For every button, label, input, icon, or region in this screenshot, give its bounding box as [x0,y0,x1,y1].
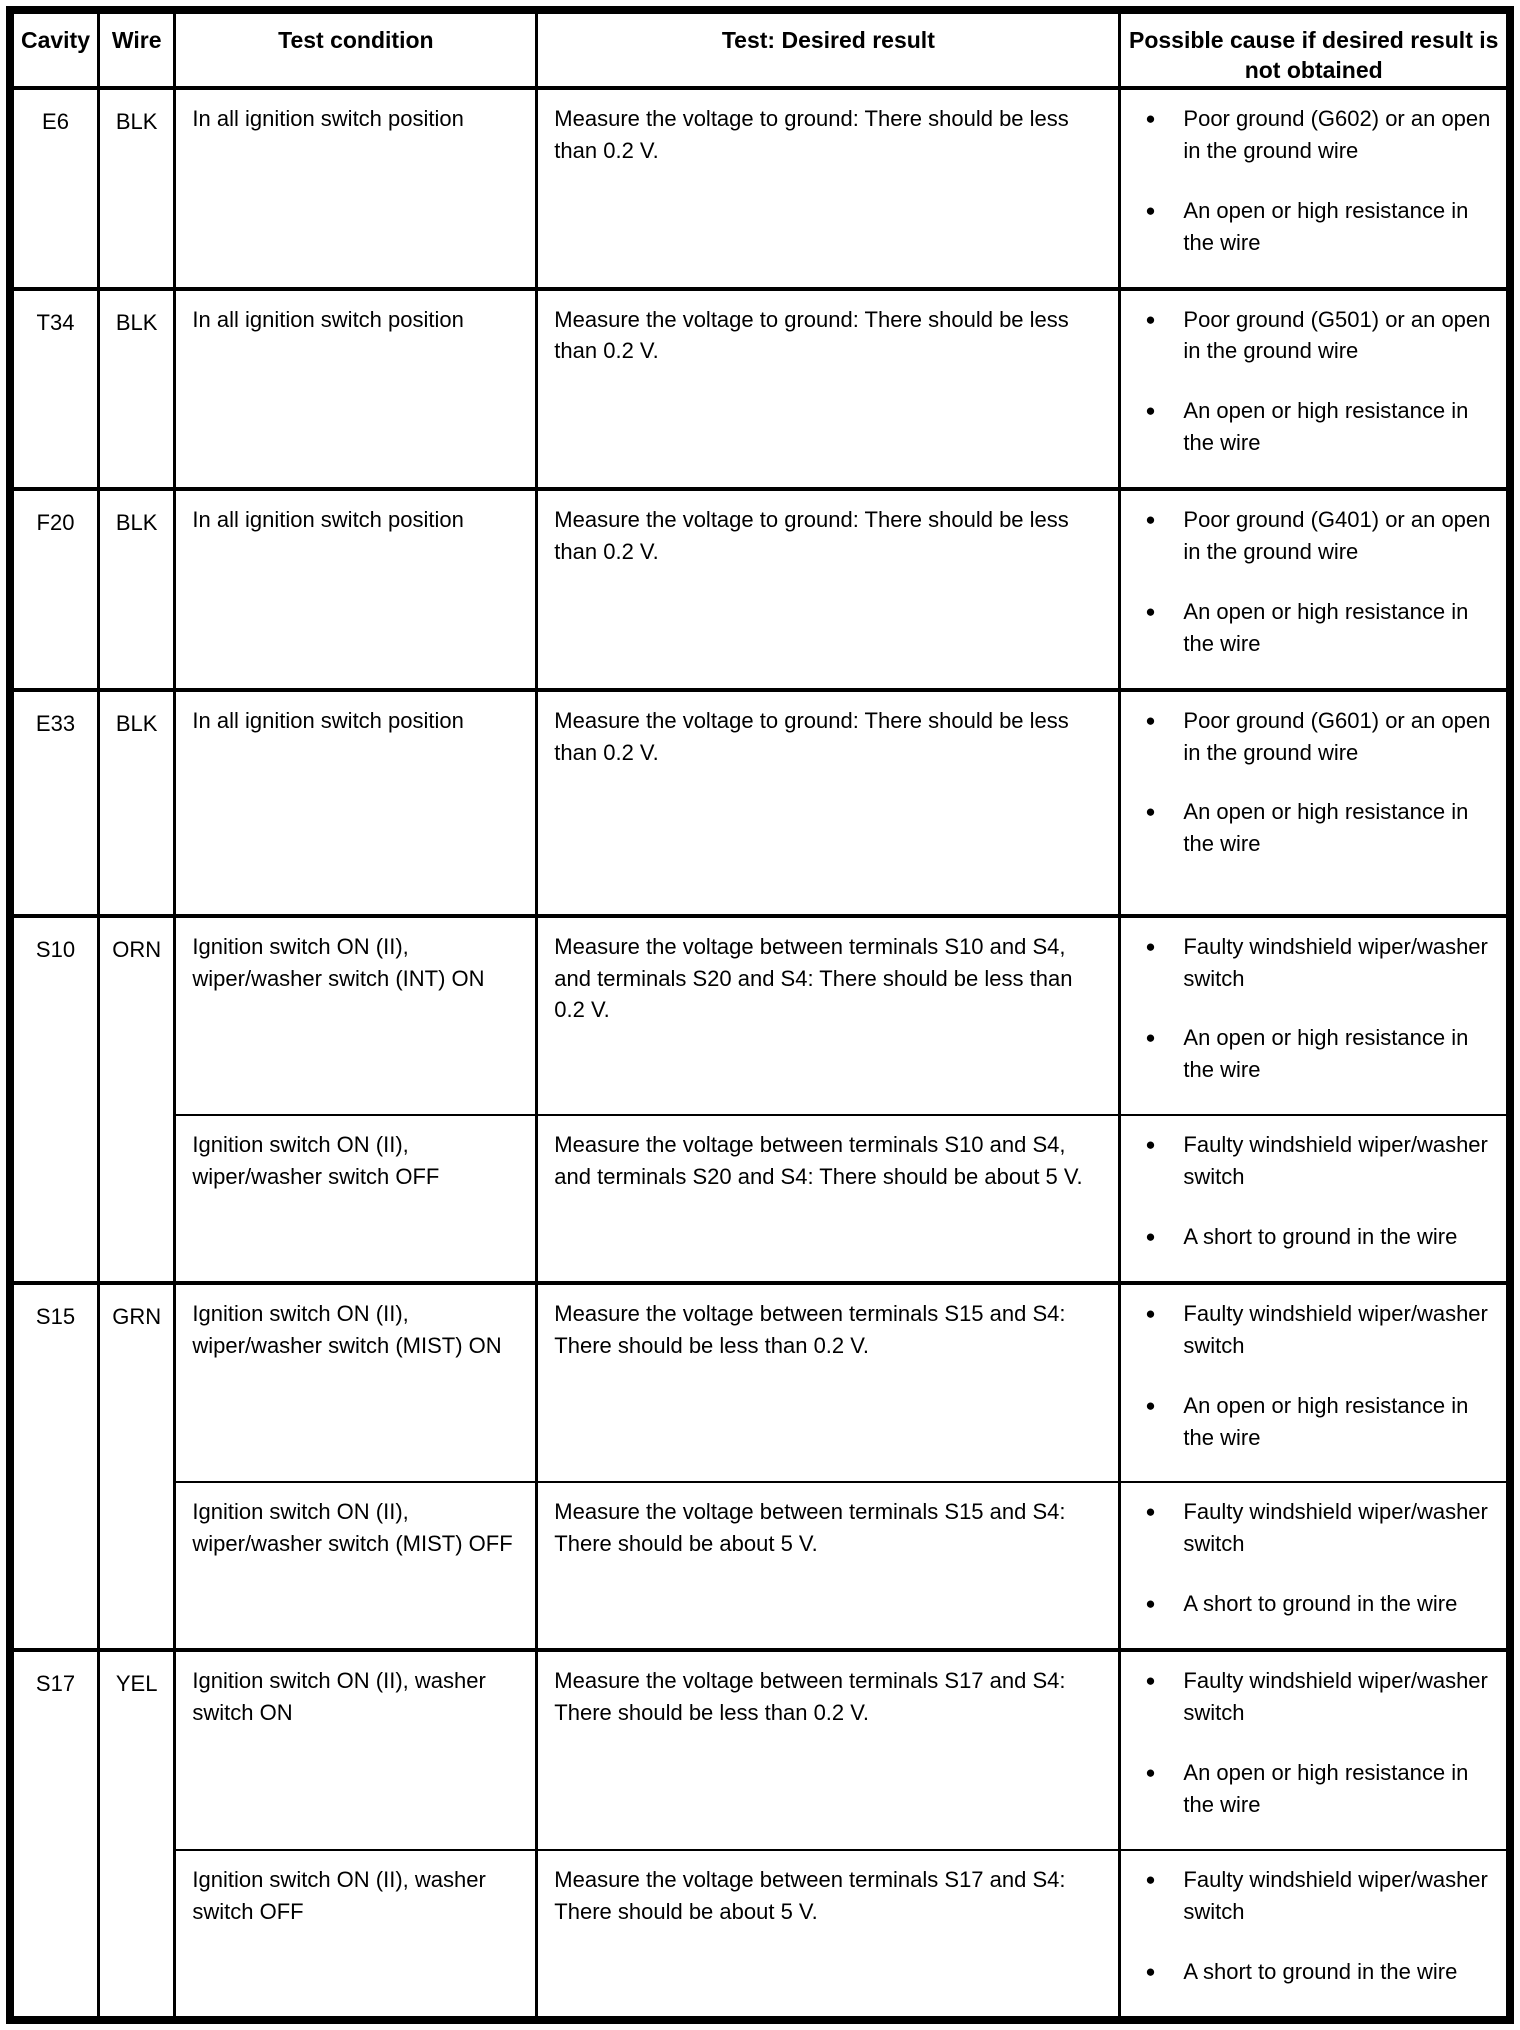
cause-text: An open or high resistance in the wire [1183,1392,1469,1450]
cause-list-item [1145,931,1500,995]
test-condition-cell: In all ignition switch position [175,88,537,289]
cause-list-item [1145,1956,1500,1988]
test-condition-cell: Ignition switch ON (II), washer switch ON [175,1650,537,1850]
cause-list-item [1145,1496,1500,1560]
bullet-icon: ● [1145,1028,1156,1048]
possible-causes-cell [1120,916,1510,1116]
cause-list-item [1145,705,1500,769]
bullet-icon: ● [1145,1594,1156,1614]
test-result-cell: Measure the voltage to ground: There should be less than 0.2 V. [537,489,1120,690]
wire-cell: YEL [98,1650,174,2019]
bullet-icon: ● [1145,1502,1156,1522]
cause-list-item [1145,796,1500,860]
test-condition-cell: Ignition switch ON (II), washer switch OFF [175,1850,537,2020]
table-row [10,1115,1510,1283]
table-row [10,1650,1510,1850]
test-condition-cell: In all ignition switch position [175,489,537,690]
bullet-icon: ● [1145,401,1156,421]
cause-text: An open or high resistance in the wire [1183,799,1469,857]
cause-list-item [1145,103,1500,167]
cause-text: A short to ground in the wire [1183,1224,1458,1250]
wire-cell: GRN [98,1283,174,1651]
cause-list-item [1145,1390,1500,1454]
bullet-icon: ● [1145,109,1156,128]
wire-cell: BLK [98,690,174,916]
test-result-cell: Measure the voltage to ground: There should be less than 0.2 V. [537,690,1120,916]
bullet-icon: ● [1145,936,1156,956]
cause-text: Poor ground (G401) or an open in the ground wire [1183,507,1491,565]
possible-causes-cell [1120,88,1510,289]
cause-list-item [1145,1129,1500,1193]
possible-causes-cell [1120,1850,1510,2020]
cause-text: Faulty windshield wiper/washer switch [1183,933,1488,991]
table-row [10,489,1510,690]
table-row [10,690,1510,916]
cause-list-item [1145,1665,1500,1729]
cause-list-item [1145,1298,1500,1362]
bullet-icon: ● [1145,1303,1156,1323]
cause-text: Faulty windshield wiper/washer switch [1183,1867,1488,1924]
test-result-cell: Measure the voltage to ground: There should be less than 0.2 V. [537,289,1120,490]
test-result-cell: Measure the voltage between terminals S15 and S4: There should be less than 0.2 V. [537,1283,1120,1483]
cavity-cell: S17 [10,1650,98,2019]
table-body [10,88,1510,2020]
cavity-cell: E6 [10,88,98,289]
table-row [10,1283,1510,1483]
cause-text: An open or high resistance in the wire [1183,1025,1469,1083]
bullet-icon: ● [1145,710,1156,730]
test-condition-cell: Ignition switch ON (II), wiper/washer switch (INT) ON [175,916,537,1116]
test-result-cell: Measure the voltage to ground: There should be less than 0.2 V. [537,88,1120,289]
bullet-icon: ● [1145,1961,1156,1981]
col-header-desired-result: Test: Desired result [537,10,1120,88]
test-condition-cell: Ignition switch ON (II), wiper/washer switch OFF [175,1115,537,1283]
cause-list-item [1145,1757,1500,1821]
cavity-cell: T34 [10,289,98,490]
cause-list-item [1145,195,1500,259]
table-row [10,1850,1510,2020]
wiper-washer-test-table [6,6,1514,2024]
cause-list-item [1145,596,1500,660]
wire-cell: BLK [98,289,174,490]
cause-text: A short to ground in the wire [1183,1958,1458,1984]
bullet-icon: ● [1145,1870,1156,1890]
bullet-icon: ● [1145,802,1156,822]
cause-text: Poor ground (G602) or an open in the ground wire [1183,106,1491,163]
test-result-cell: Measure the voltage between terminals S15 and S4: There should be about 5 V. [537,1482,1120,1650]
bullet-icon: ● [1145,200,1156,220]
cause-text: An open or high resistance in the wire [1183,1760,1469,1818]
possible-causes-cell [1120,1482,1510,1650]
table-row [10,1482,1510,1650]
table-row [10,289,1510,490]
cause-text: Faulty windshield wiper/washer switch [1183,1668,1488,1726]
test-result-cell: Measure the voltage between terminals S17 and S4: There should be about 5 V. [537,1850,1120,2020]
wire-cell: BLK [98,489,174,690]
header-row [10,10,1510,88]
test-result-cell: Measure the voltage between terminals S10 and S4, and terminals S20 and S4: There should be about 5 V. [537,1115,1120,1283]
possible-causes-cell [1120,1650,1510,1850]
test-result-cell: Measure the voltage between terminals S17 and S4: There should be less than 0.2 V. [537,1650,1120,1850]
cause-list-item [1145,395,1500,459]
possible-causes-cell [1120,690,1510,916]
cause-text: An open or high resistance in the wire [1183,598,1469,656]
wire-cell: ORN [98,916,174,1283]
test-result-cell: Measure the voltage between terminals S10 and S4, and terminals S20 and S4: There should be less than 0.2 V. [537,916,1120,1116]
table-row [10,88,1510,289]
cause-text: A short to ground in the wire [1183,1591,1458,1617]
cause-list-item [1145,1864,1500,1928]
bullet-icon: ● [1145,1227,1156,1247]
table-header [10,10,1510,88]
cause-text: Faulty windshield wiper/washer switch [1183,1132,1488,1190]
bullet-icon: ● [1145,1395,1156,1415]
bullet-icon: ● [1145,1763,1156,1783]
cause-text: Faulty windshield wiper/washer switch [1183,1499,1488,1557]
col-header-cavity: Cavity [10,10,98,88]
cause-list-item [1145,1221,1500,1253]
cavity-cell: E33 [10,690,98,916]
table-row [10,916,1510,1116]
cause-text: Faulty windshield wiper/washer switch [1183,1300,1488,1358]
cause-text: Poor ground (G501) or an open in the ground wire [1183,306,1491,364]
cause-text: An open or high resistance in the wire [1183,197,1469,255]
cause-list-item [1145,504,1500,568]
cause-list-item [1145,1588,1500,1620]
col-header-wire: Wire [98,10,174,88]
possible-causes-cell [1120,1283,1510,1483]
test-condition-cell: In all ignition switch position [175,690,537,916]
cavity-cell: F20 [10,489,98,690]
bullet-icon: ● [1145,1135,1156,1155]
bullet-icon: ● [1145,601,1156,621]
bullet-icon: ● [1145,1671,1156,1691]
cause-text: An open or high resistance in the wire [1183,398,1469,456]
cause-text: Poor ground (G601) or an open in the ground wire [1183,707,1491,765]
wire-cell: BLK [98,88,174,289]
test-condition-cell: Ignition switch ON (II), wiper/washer switch (MIST) ON [175,1283,537,1483]
cavity-cell: S15 [10,1283,98,1651]
test-condition-cell: In all ignition switch position [175,289,537,490]
possible-causes-cell [1120,489,1510,690]
col-header-test-condition: Test condition [175,10,537,88]
cavity-cell: S10 [10,916,98,1283]
bullet-icon: ● [1145,510,1156,530]
possible-causes-cell [1120,1115,1510,1283]
cause-list-item [1145,304,1500,368]
col-header-possible-cause: Possible cause if desired result is not obtained [1120,10,1510,88]
test-condition-cell: Ignition switch ON (II), wiper/washer switch (MIST) OFF [175,1482,537,1650]
bullet-icon: ● [1145,309,1156,329]
possible-causes-cell [1120,289,1510,490]
cause-list-item [1145,1022,1500,1086]
